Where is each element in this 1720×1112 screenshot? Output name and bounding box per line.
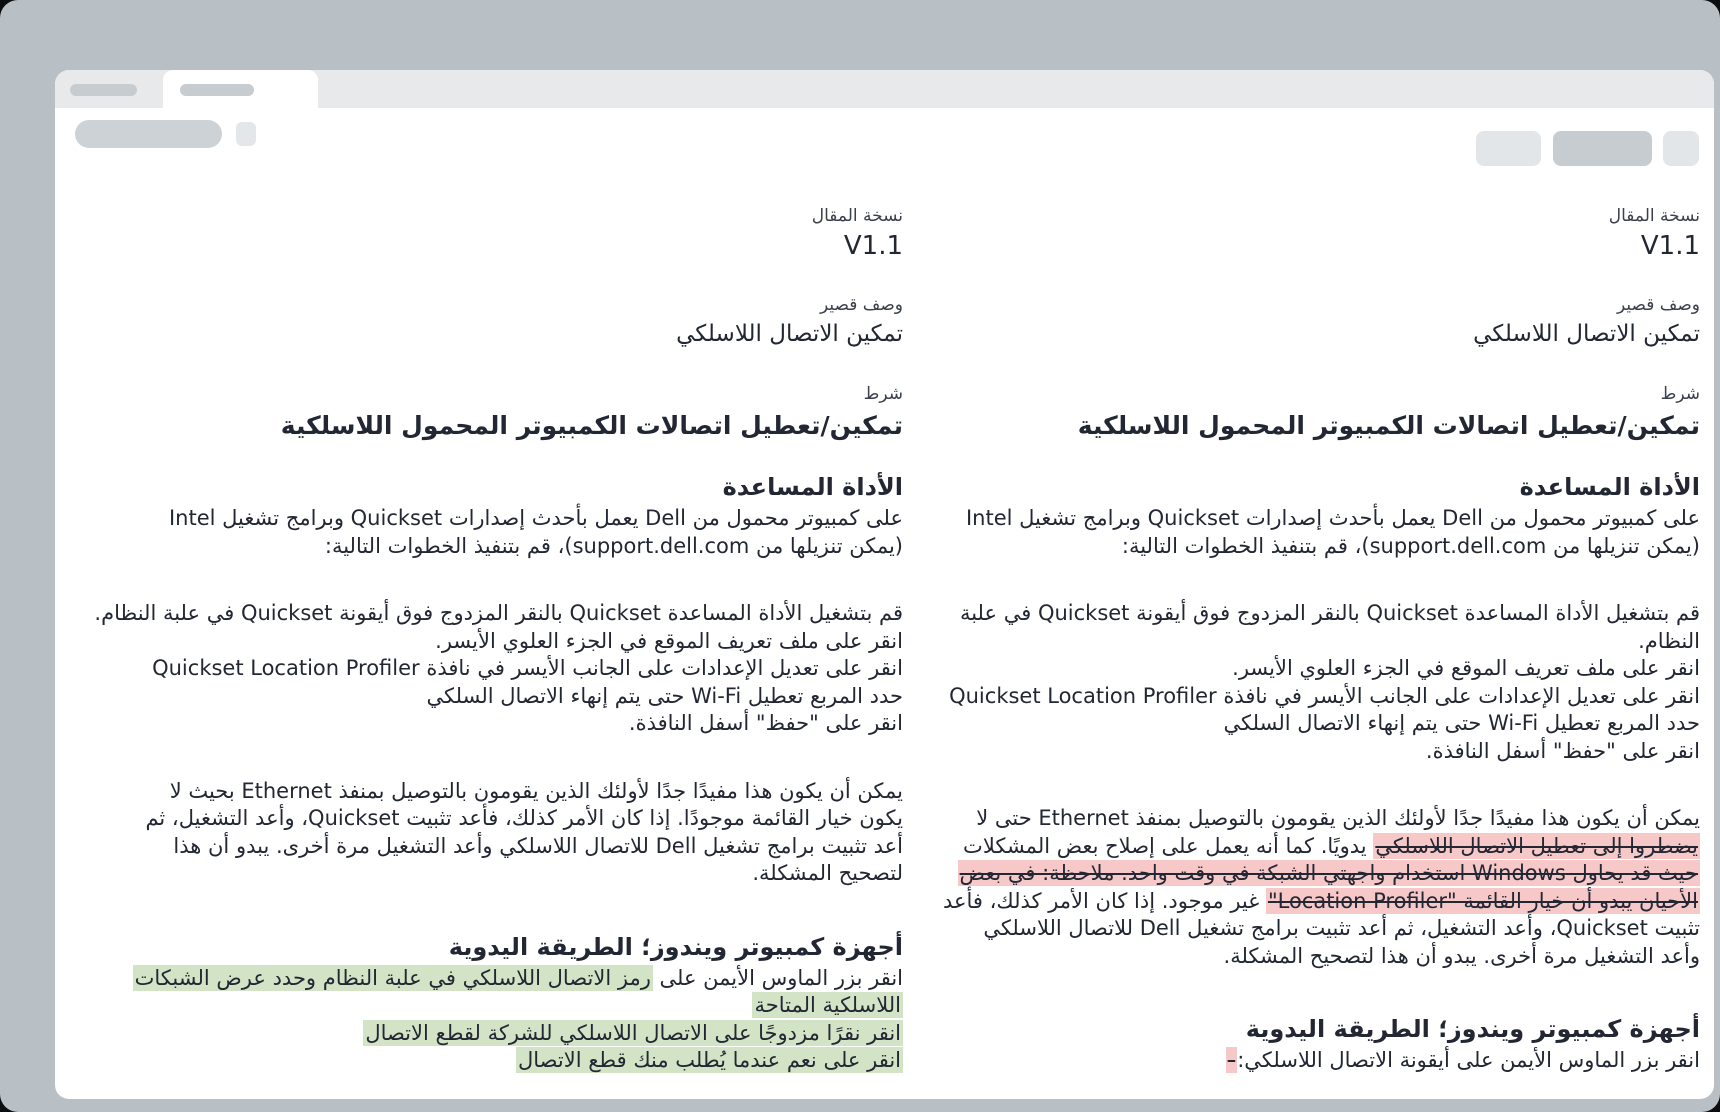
utility-paragraph: على كمبيوتر محمول من Dell يعمل بأحدث إصدارات Quickset وبرامج تشغيل Intel (يمكن تنزيلها من support.dell.com)، قم بتنفيذ الخطوات التالية: bbox=[168, 506, 903, 558]
article-title: تمكين/تعطيل اتصالات الكمبيوتر المحمول اللاسلكية bbox=[280, 411, 903, 440]
condition-label: شرط bbox=[1660, 384, 1700, 404]
article-version-label: نسخة المقال bbox=[1608, 206, 1700, 226]
utility-heading: الأداة المساعدة bbox=[722, 473, 903, 501]
ethernet-paragraph: يمكن أن يكون هذا مفيدًا جدًا لأولئك الذين يقومون بالتوصيل بمنفذ Ethernet حتى لا يضطروا إلى تعطيل الاتصال اللاسلكي يدويًا. كما أنه يعمل على إصلاح بعض المشكلات حيث قد يحاول Windows استخدام واجهتي الشبكة في وقت واحد. ملاحظة: في بعض الأحيان يبدو أن خيار القائمة "Location Profiler" غير موجود. إذا كان الأمر كذلك، فأعد تثبيت Quickset، وأعد التشغيل، ثم أعد تثبيت برامج تشغيل Dell للاتصال اللاسلكي وأعد التشغيل مرة أخرى. يبدو أن هذا لتصحيح المشكلة. bbox=[942, 806, 1700, 968]
tab-inactive[interactable] bbox=[70, 84, 137, 96]
pane-revised-version bbox=[88, 205, 903, 1075]
ethernet-paragraph: يمكن أن يكون هذا مفيدًا جدًا لأولئك الذين يقومون بالتوصيل بمنفذ Ethernet بحيث لا يكون خيار القائمة موجودًا. إذا كان الأمر كذلك، فأعد تثبيت Quickset، وأعد التشغيل، ثم أعد تثبيت برامج تشغيل Dell للاتصال اللاسلكي وأعد التشغيل مرة أخرى. يبدو أن هذا لتصحيح المشكلة. bbox=[145, 778, 903, 885]
article-version-value: V1.1 bbox=[1640, 231, 1700, 261]
short-description-label: وصف قصير bbox=[1616, 295, 1700, 315]
pane-original-version bbox=[915, 205, 1700, 1075]
address-action-placeholder[interactable] bbox=[236, 122, 256, 146]
toolbar-button-primary[interactable] bbox=[1553, 131, 1652, 166]
article-title: تمكين/تعطيل اتصالات الكمبيوتر المحمول اللاسلكية bbox=[1077, 411, 1700, 440]
toolbar-button-icon[interactable] bbox=[1663, 131, 1699, 166]
article-version-value: V1.1 bbox=[843, 231, 903, 261]
short-description-value: تمكين الاتصال اللاسلكي bbox=[676, 321, 903, 347]
address-bar-placeholder[interactable] bbox=[75, 120, 222, 148]
manual-method-heading: أجهزة كمبيوتر ويندوز؛ الطريقة اليدوية bbox=[1245, 1015, 1700, 1043]
manual-method-heading: أجهزة كمبيوتر ويندوز؛ الطريقة اليدوية bbox=[448, 932, 903, 961]
steps-paragraph: قم بتشغيل الأداة المساعدة Quickset بالنقر المزدوج فوق أيقونة Quickset في علبة النظام. انقر على ملف تعريف الموقع في الجزء العلوي الأيسر. انقر على تعديل الإعدادات على الجانب الأيسر في نافذة Quickset Location Profiler حدد المربع تعطيل Wi-Fi حتى يتم إنهاء الاتصال السلكي انقر على "حفظ" أسفل النافذة. bbox=[94, 601, 903, 735]
tab-strip bbox=[55, 70, 1714, 108]
manual-method-paragraph: انقر بزر الماوس الأيمن على رمز الاتصال اللاسلكي في علبة النظام وحدد عرض الشبكات اللاسلكية المتاحة انقر نقرًا مزدوجًا على الاتصال اللاسلكي للشركة لقطع الاتصال انقر على نعم عندما يُطلب منك قطع الاتصال bbox=[134, 965, 903, 1072]
short-description-label: وصف قصير bbox=[819, 295, 903, 315]
browser-window bbox=[55, 70, 1714, 1099]
steps-paragraph: قم بتشغيل الأداة المساعدة Quickset بالنقر المزدوج فوق أيقونة Quickset في علبة النظام. انقر على ملف تعريف الموقع في الجزء العلوي الأيسر. انقر على تعديل الإعدادات على الجانب الأيسر في نافذة Quickset Location Profiler حدد المربع تعطيل Wi-Fi حتى يتم إنهاء الاتصال السلكي انقر على "حفظ" أسفل النافذة. bbox=[949, 601, 1700, 763]
utility-heading: الأداة المساعدة bbox=[1519, 473, 1700, 501]
tab-active-label-placeholder bbox=[180, 84, 254, 96]
manual-method-paragraph: انقر بزر الماوس الأيمن على أيقونة الاتصال اللاسلكي:- bbox=[1227, 1048, 1700, 1072]
article-version-label: نسخة المقال bbox=[811, 206, 903, 226]
condition-label: شرط bbox=[863, 384, 903, 404]
short-description-value: تمكين الاتصال اللاسلكي bbox=[1473, 321, 1700, 347]
tab-active[interactable] bbox=[163, 70, 318, 108]
toolbar-button-secondary[interactable] bbox=[1476, 131, 1541, 166]
utility-paragraph: على كمبيوتر محمول من Dell يعمل بأحدث إصدارات Quickset وبرامج تشغيل Intel (يمكن تنزيلها من support.dell.com)، قم بتنفيذ الخطوات التالية: bbox=[965, 506, 1700, 558]
